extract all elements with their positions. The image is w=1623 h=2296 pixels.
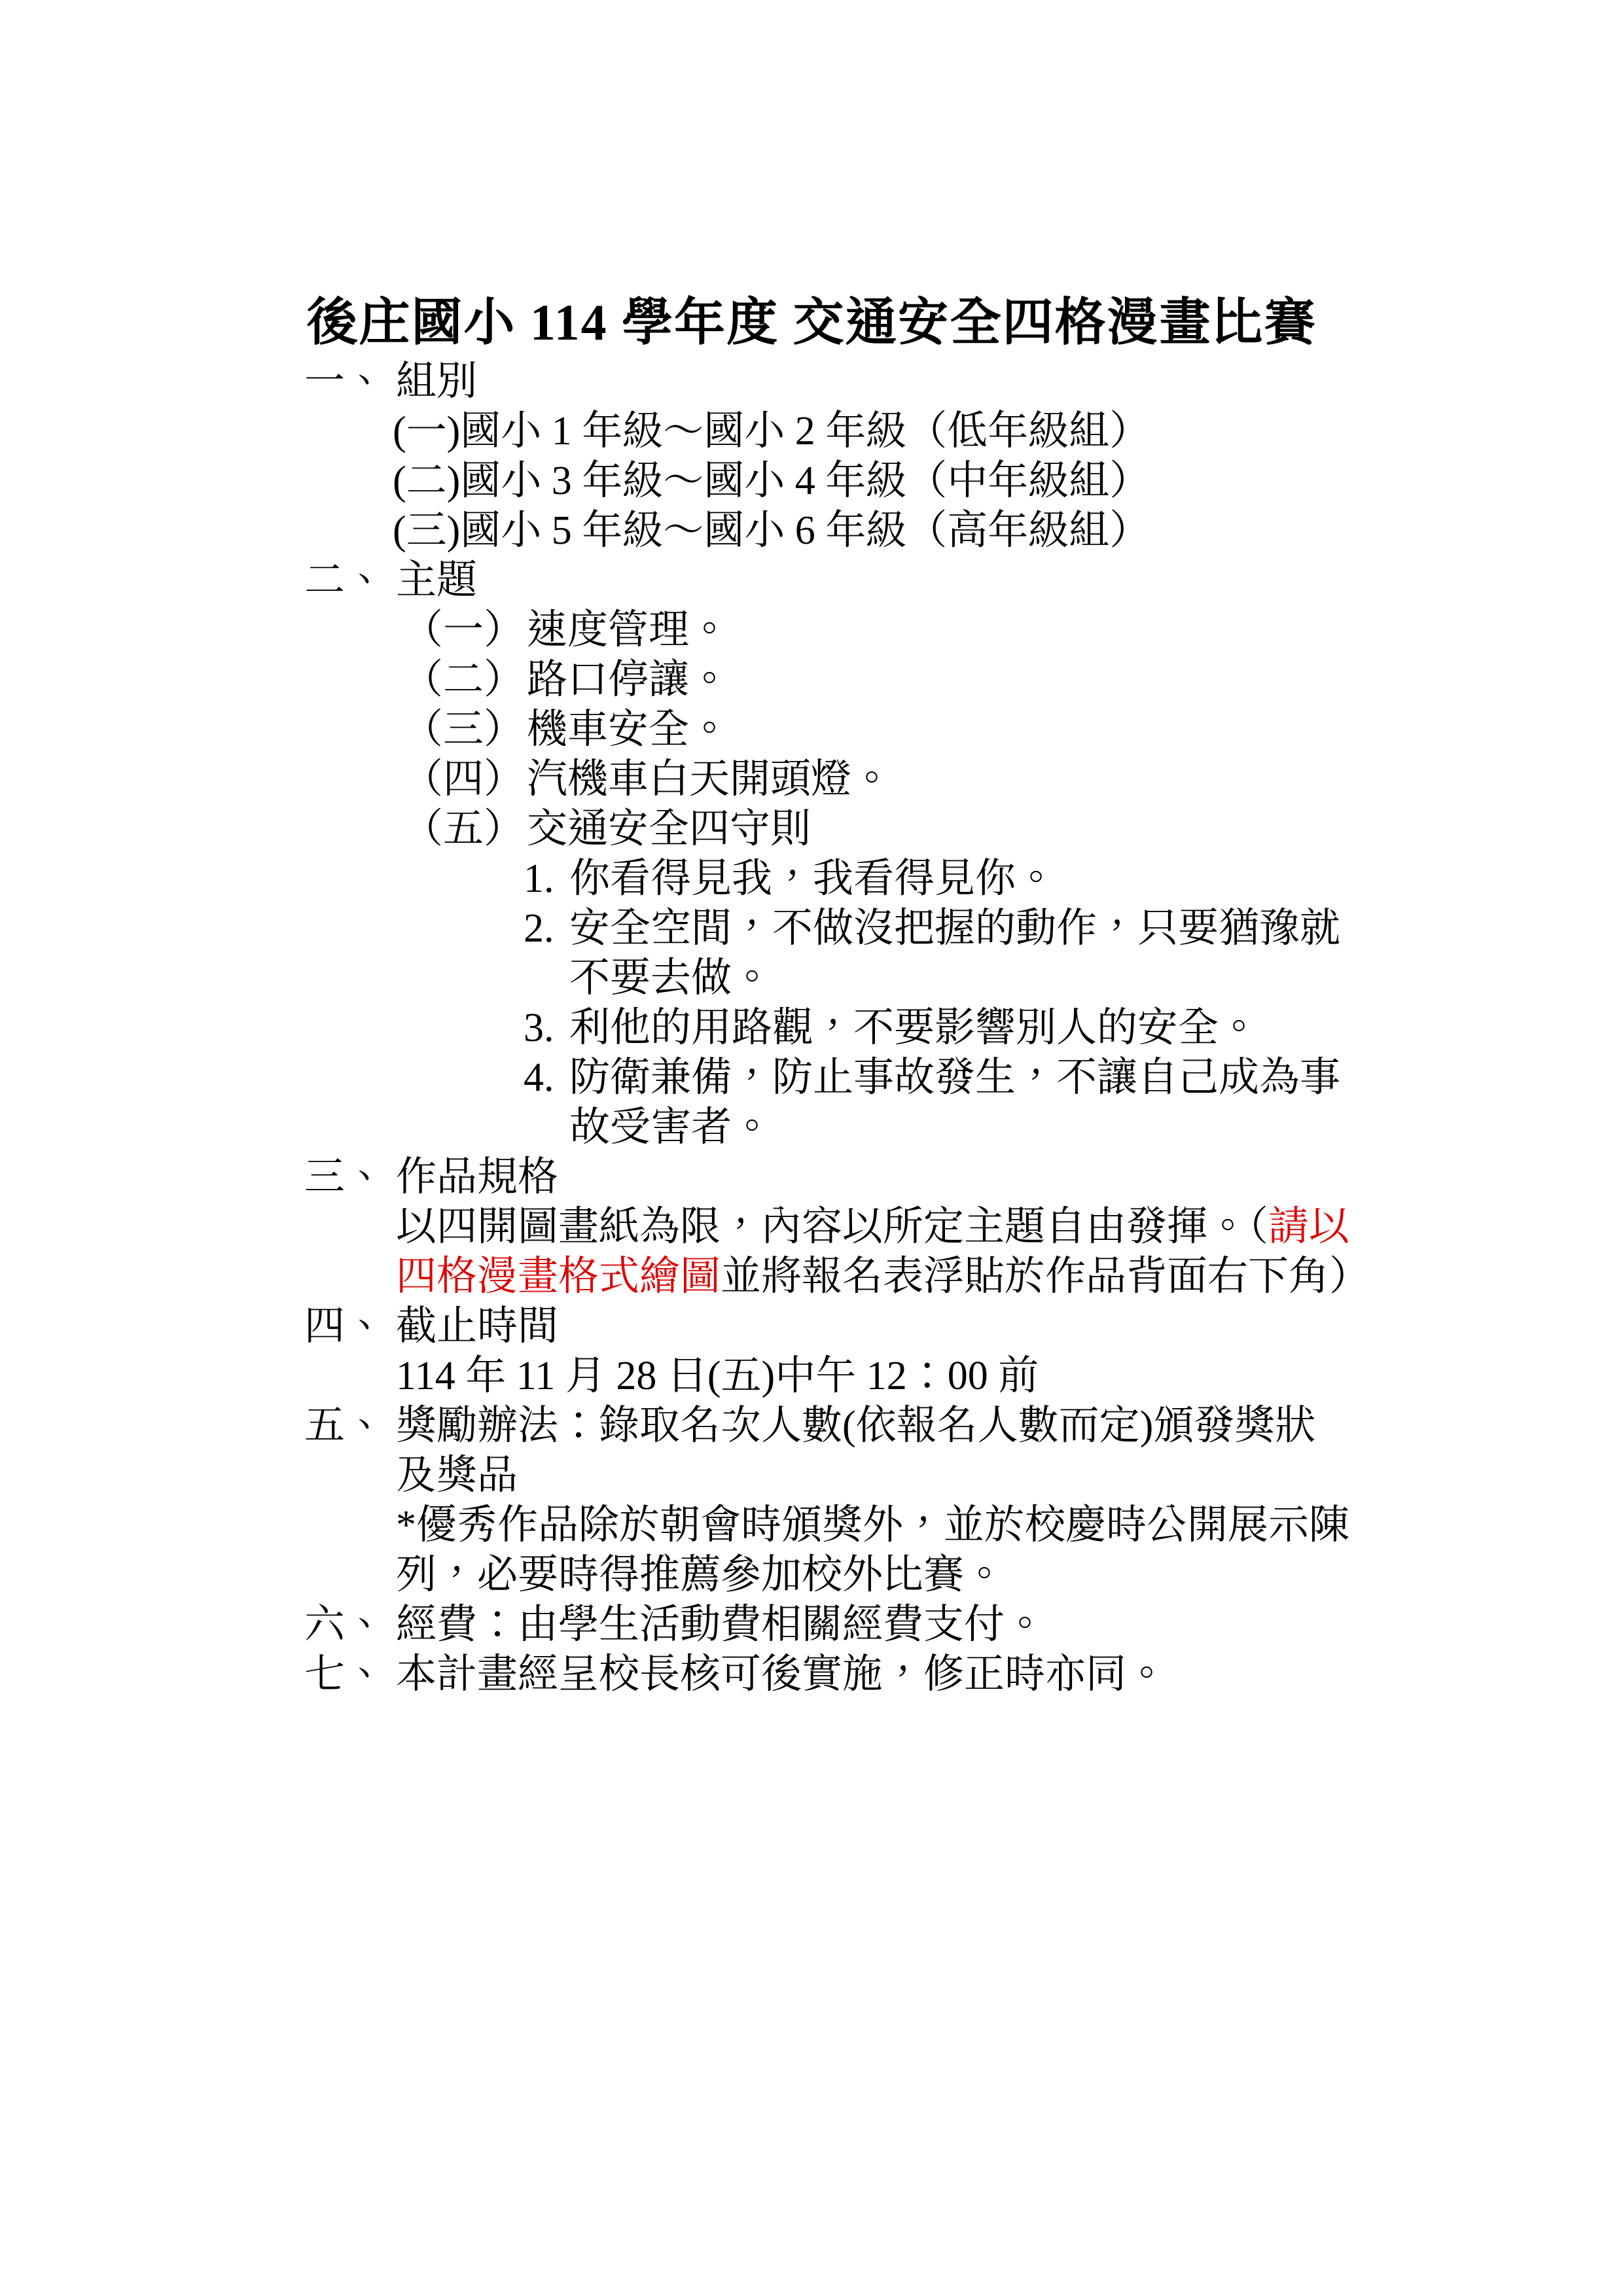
text-segment: 不要去做。 [569, 956, 773, 1000]
list-marker: 二、 [304, 558, 386, 603]
text-segment: 經費：由學生活動費相關經費支付。 [396, 1602, 1046, 1647]
list-marker: 2. [524, 906, 554, 951]
text-segment: (二)國小 3 年級～國小 4 年級（中年級組） [393, 459, 1150, 503]
text-line [0, 1650, 1623, 1699]
list-marker: 五、 [304, 1404, 386, 1448]
text-line [0, 804, 1623, 854]
list-marker: 三、 [304, 1155, 386, 1199]
list-marker: （二） [402, 658, 525, 702]
text-segment: 以四開圖畫紙為限，內容以所定主題自由發揮。（ [396, 1205, 1269, 1249]
text-line [0, 1252, 1623, 1301]
text-segment: (三)國小 5 年級～國小 6 年級（高年級組） [393, 508, 1150, 553]
text-segment: 速度管理。 [527, 608, 730, 652]
text-segment: 利他的用路觀，不要影響別人的安全。 [569, 1006, 1260, 1050]
text-line [0, 456, 1623, 506]
text-segment: 本計畫經呈校長核可後實施，修正時亦同。 [396, 1652, 1168, 1697]
text-line [0, 754, 1623, 804]
text-segment: 防衛兼備，防止事故發生，不讓自己成為事 [569, 1055, 1341, 1100]
text-line [0, 1301, 1623, 1351]
text-line [0, 357, 1623, 406]
text-line [0, 904, 1623, 953]
list-marker: （五） [402, 807, 525, 851]
text-segment: 列，必要時得推薦參加校外比賽。 [396, 1553, 1005, 1597]
list-marker: 1. [524, 857, 554, 901]
text-line [0, 1401, 1623, 1451]
document-title: 後庄國小 114 學年度 交通安全四格漫畫比賽 [306, 294, 1317, 351]
red-emphasis-text: 請以 [1268, 1205, 1350, 1249]
list-marker: 六、 [304, 1602, 386, 1647]
list-marker: （四） [402, 757, 525, 802]
text-line [0, 1451, 1623, 1500]
list-marker: 七、 [304, 1652, 386, 1697]
text-line [0, 1351, 1623, 1401]
text-line [0, 1053, 1623, 1103]
text-segment: 機車安全。 [527, 707, 730, 752]
text-line [0, 854, 1623, 904]
text-segment: 交通安全四守則 [527, 807, 812, 851]
text-line [0, 1500, 1623, 1550]
document-body [0, 357, 1623, 1699]
text-line [0, 953, 1623, 1003]
text-line [0, 1550, 1623, 1600]
text-line [0, 1152, 1623, 1202]
text-line [0, 1103, 1623, 1152]
list-marker: 3. [524, 1006, 554, 1050]
text-segment: 114 年 11 月 28 日(五)中午 12：00 前 [396, 1354, 1039, 1398]
text-segment: 安全空間，不做沒把握的動作，只要猶豫就 [569, 906, 1341, 951]
text-line [0, 605, 1623, 655]
list-marker: （一） [402, 608, 525, 652]
text-line [0, 1202, 1623, 1252]
list-marker: 4. [524, 1055, 554, 1100]
text-segment: 組別 [396, 359, 478, 404]
text-line [0, 1600, 1623, 1650]
text-line [0, 506, 1623, 556]
text-segment: *優秀作品除於朝會時頒獎外，並於校慶時公開展示陳 [396, 1503, 1350, 1547]
text-line [0, 1003, 1623, 1053]
text-line [0, 406, 1623, 456]
text-line [0, 556, 1623, 605]
list-marker: （三） [402, 707, 525, 752]
list-marker: 一、 [304, 359, 386, 404]
red-emphasis-text: 四格漫畫格式繪圖 [396, 1254, 721, 1299]
text-segment: 故受害者。 [569, 1105, 773, 1150]
text-segment: 主題 [396, 558, 478, 603]
text-line [0, 705, 1623, 754]
text-segment: 獎勵辦法：錄取名次人數(依報名人數而定)頒發獎狀 [396, 1404, 1316, 1448]
text-segment: 汽機車白天開頭燈。 [527, 757, 893, 802]
text-segment: 路口停讓。 [527, 658, 730, 702]
text-segment: 並將報名表浮貼於作品背面右下角） [721, 1254, 1370, 1299]
text-segment: 你看得見我，我看得見你。 [569, 857, 1057, 901]
text-segment: 作品規格 [396, 1155, 559, 1199]
text-segment: 及獎品 [396, 1453, 518, 1498]
text-segment: 截止時間 [396, 1304, 559, 1349]
text-line [0, 655, 1623, 705]
list-marker: 四、 [304, 1304, 386, 1349]
text-segment: (一)國小 1 年級～國小 2 年級（低年級組） [393, 409, 1150, 453]
